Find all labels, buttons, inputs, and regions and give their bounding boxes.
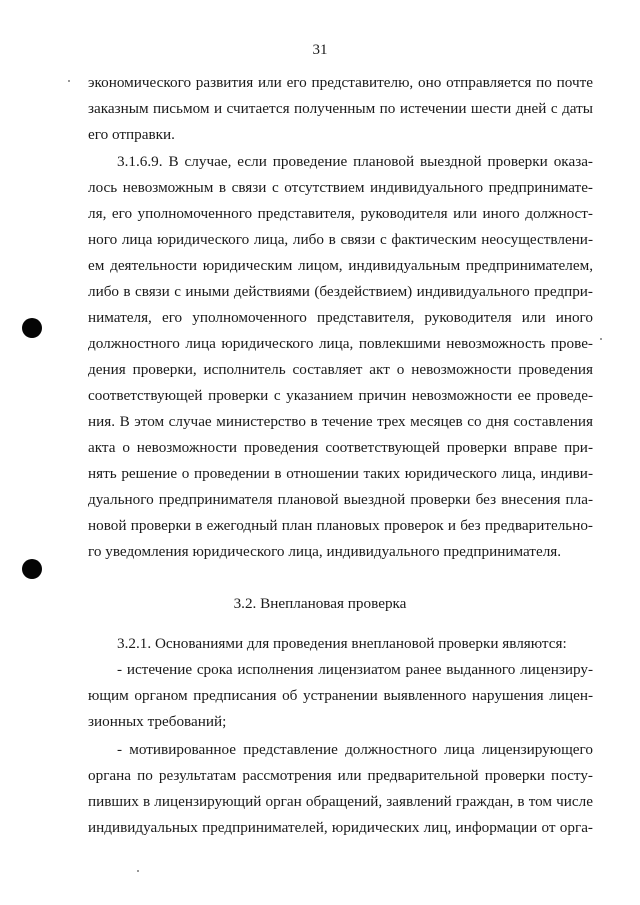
text-line: 3.1.6.9. В случае, если проведение плановой выездной проверки оказа- — [117, 153, 593, 170]
text-line: 3.2.1. Основаниями для проведения внеплановой проверки являются: — [117, 635, 567, 652]
text-line: его отправки. — [88, 126, 175, 143]
text-line: пивших в лицензирующий орган обращений, заявлений граждан, в том числе — [88, 793, 593, 810]
text-line: - истечение срока исполнения лицензиатом ранее выданного лицензиру- — [117, 661, 593, 678]
text-line: экономического развития или его представителю, оно отправляется по почте — [88, 74, 593, 91]
punch-hole-bottom — [22, 559, 42, 579]
scan-speck — [600, 338, 602, 340]
page-number: 31 — [312, 42, 328, 58]
text-line: заказным письмом и считается полученным по истечении шести дней с даты — [88, 100, 593, 117]
text-line: ного лица юридического лица, либо в связи с фактическим неосуществлени- — [88, 231, 593, 248]
text-line: дуального предпринимателя плановой выездной проверки без внесения пла- — [88, 491, 593, 508]
text-line: ля, его уполномоченного представителя, руководителя или иного должност- — [88, 205, 593, 222]
text-line: ющим органом предписания об устранении выявленного нарушения лицен- — [88, 687, 593, 704]
text-line: ем деятельности юридическим лицом, индивидуальным предпринимателем, — [88, 257, 593, 274]
text-line: ния. В этом случае министерство в течение трех месяцев со дня составления — [88, 413, 593, 430]
text-line: го уведомления юридического лица, индивидуального предпринимателя. — [88, 543, 562, 560]
text-line: индивидуальных предпринимателей, юридических лиц, информации от орга- — [88, 819, 593, 836]
text-line: дения проверки, исполнитель составляет акт о невозможности проведения — [88, 361, 593, 378]
text-line: акта о невозможности проведения соответствующей проверки вправе при- — [88, 439, 593, 456]
punch-hole-top — [22, 318, 42, 338]
text-line: органа по результатам рассмотрения или предварительной проверки посту- — [88, 767, 593, 784]
text-line: нимателя, его уполномоченного представителя, руководителя или иного — [88, 309, 593, 326]
scan-speck — [137, 870, 139, 872]
text-line: лось невозможным в связи с отсутствием индивидуального предпринимате- — [88, 179, 593, 196]
text-line: - мотивированное представление должностного лица лицензирующего — [117, 741, 593, 758]
text-line: нять решение о проведении в отношении таких юридического лица, индиви- — [88, 465, 593, 482]
text-line: либо в связи с иными действиями (бездействием) индивидуального предпри- — [88, 283, 593, 300]
section-heading: 3.2. Внеплановая проверка — [233, 595, 407, 612]
text-line: должностного лица юридического лица, повлекшими невозможность прове- — [88, 335, 593, 352]
scan-speck — [68, 80, 70, 82]
text-line: соответствующей проверки с указанием причин невозможности ее проведе- — [88, 387, 593, 404]
text-line: зионных требований; — [88, 713, 227, 730]
text-line: новой проверки в ежегодный план плановых проверок и без предварительно- — [88, 517, 593, 534]
